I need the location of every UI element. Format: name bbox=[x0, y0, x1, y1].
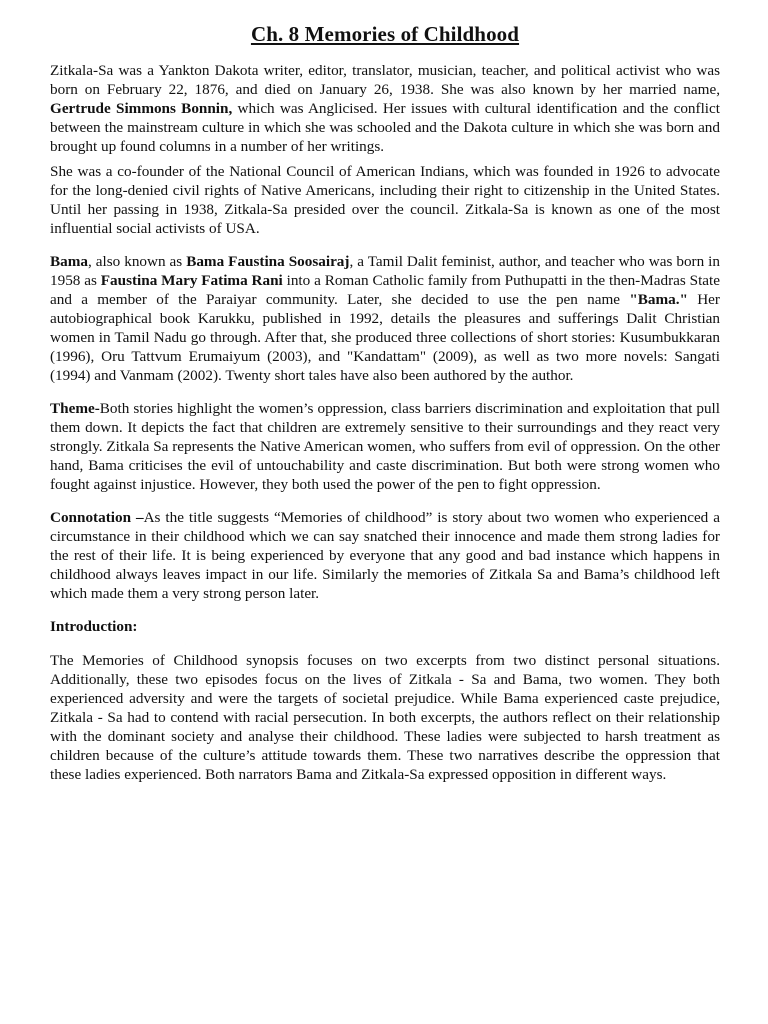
paragraph-zitkala-activism: She was a co-founder of the National Council of American Indians, which was founded in 1926 to advocate for the long-denied civil rights of Native Americans, including their right to citizenship in the United States. Until her passing in 1938, Zitkala-Sa presided over the council. Zitkala-Sa is known as one of the most influential social activists of USA. bbox=[50, 163, 720, 237]
bold-name: Gertrude Simmons Bonnin, bbox=[50, 100, 233, 117]
bold-name: "Bama." bbox=[629, 291, 688, 308]
connotation-label: Connotation – bbox=[50, 509, 144, 526]
text: into a Roman Catholic family from Puthupatti in the then-Madras State and a member of the Paraiyar community. Later, she decided to use the pen name bbox=[50, 272, 721, 308]
text: Zitkala-Sa was a Yankton Dakota writer, editor, translator, musician, teacher, and political activist who was born on February 22, 1876, and died on January 26, 1938. She was also known by her married name, bbox=[50, 62, 720, 98]
text: , a Tamil Dalit feminist, author, and teacher who was born in 1958 as bbox=[50, 253, 720, 289]
paragraph-connotation bbox=[50, 508, 720, 603]
bold-name: Faustina Mary Fatima Rani bbox=[100, 272, 283, 289]
text: Her autobiographical book Karukku, published in 1992, details the pleasures and sufferings Dalit Christian women in Tamil Nadu go through. After that, she produced three collections of short stories: Kusumbukkaran (1996), Oru Tattvum Erumaiyum (2003), and "Kandattam" (2009), as well as two more novels: Sangati (1994) and Vanmam (2002). Twenty short tales have also been authored by the author. bbox=[50, 291, 720, 384]
text: , also known as bbox=[87, 253, 187, 270]
page-title: Ch. 8 Memories of Childhood bbox=[250, 22, 520, 46]
paragraph-introduction: The Memories of Childhood synopsis focuses on two excerpts from two distinct personal situations. Additionally, these two episodes focus on the lives of Zitkala - Sa and Bama, two women. They both experienced adversity and were the targets of societal prejudice. While Bama experienced caste prejudice, Zitkala - Sa had to contend with racial persecution. In both excerpts, the authors reflect on their relationship with the dominant society and analyse their childhood. These ladies were subjected to harsh treatment as children because of the culture’s attitude towards them. These two narratives describe the oppression that these ladies experienced. Both narrators Bama and Zitkala-Sa expressed opposition in different ways. bbox=[50, 652, 720, 783]
section-heading-introduction: Introduction: bbox=[50, 618, 138, 635]
theme-label: Theme- bbox=[50, 400, 100, 417]
connotation-text: As the title suggests “Memories of childhood” is story about two women who experienced a circumstance in their childhood which we can say snatched their innocence and made them strong ladies for the rest of their life. It is being experienced by everyone that any good and bad instance which happens in childhood always leaves impact in our life. Similarly the memories of Zitkala Sa and Bama’s childhood left which made them a very strong person later. bbox=[50, 509, 720, 602]
bold-name: Bama bbox=[50, 253, 88, 270]
theme-text: Both stories highlight the women’s oppression, class barriers discrimination and exploitation that pull them down. It depicts the fact that children are extremely sensitive to their surroundings and they react very strongly. Zitkala Sa represents the Native American women, who suffers from evil of oppression. On the other hand, Bama criticises the evil of untouchability and caste discrimination. But both were strong women who fought against injustice. However, they both used the power of the pen to fight oppression. bbox=[50, 400, 720, 493]
paragraph-theme bbox=[50, 399, 720, 494]
text: which was Anglicised. Her issues with cultural identification and the conflict between the mainstream culture in which she was schooled and the Dakota culture in which she was born and brought up found columns in a number of her writings. bbox=[50, 100, 720, 155]
paragraph-bama-bio bbox=[50, 252, 720, 385]
bold-name: Bama Faustina Soosairaj bbox=[186, 253, 350, 270]
paragraph-zitkala-bio bbox=[50, 61, 720, 156]
